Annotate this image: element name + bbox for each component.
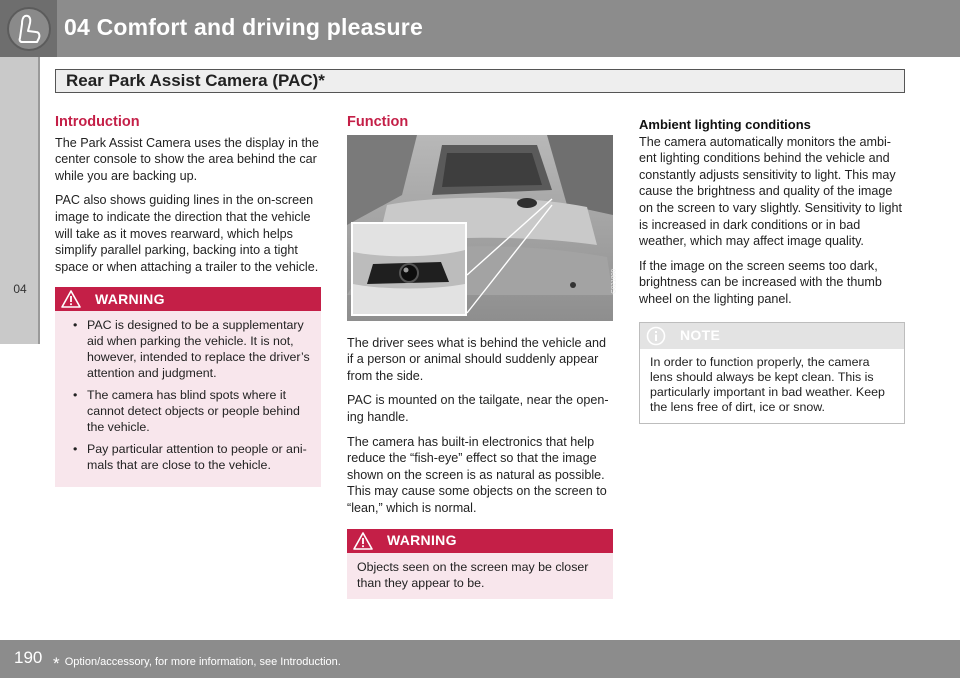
warning-header	[347, 529, 613, 553]
note-text: In order to function properly, the camera lens should always be kept clean. This is particularly important in bad weather. Keep the lens free of dirt, ice or snow.	[650, 354, 885, 414]
function-paragraph-2: PAC is mounted on the tailgate, near the open-ing handle.	[347, 393, 609, 424]
note-body	[640, 349, 904, 423]
note-box	[639, 322, 905, 424]
column-function	[347, 114, 618, 599]
chapter-side-tab-number: 04	[13, 282, 27, 296]
note-header	[640, 323, 904, 349]
warning-title: WARNING	[95, 291, 165, 308]
warning-box-supplementary	[55, 287, 321, 487]
warning-box-closer	[347, 529, 613, 599]
intro-paragraph-2: PAC also shows guiding lines in the on-screen image to indicate the direction that the vehicle will take as it moves rearward, which helps simplify parallel parking, backing into a tight space or when attaching a trailer to the vehicle.	[55, 193, 319, 274]
ambient-paragraph-1: The camera automatically monitors the ambi-ent lighting conditions behind the vehicle and constantly adjusts sensitivity to light. This may cause the brightness and quality of the image on the screen to vary slightly. Sensitivity to light is increased in dark conditions or in bad weather, which may affect image quality.	[639, 134, 902, 249]
function-paragraph-1: The driver sees what is behind the vehicle and if a person or animal should suddenly appear from the side.	[347, 335, 607, 383]
warning-header	[55, 287, 321, 311]
warning-list-item: • The camera has blind spots where it cannot detect objects or people behind the vehicle.	[65, 387, 311, 435]
warning-list	[65, 317, 311, 473]
column-ambient-lighting	[639, 114, 905, 424]
heading-introduction: Introduction	[55, 114, 140, 130]
chapter-header	[0, 0, 960, 57]
chapter-title: 04 Comfort and driving pleasure	[64, 14, 423, 40]
section-banner	[55, 69, 905, 93]
warning-body	[347, 553, 613, 599]
warning-title: WARNING	[387, 532, 457, 549]
footer-note-text: Option/accessory, for more information, see Introduction.	[64, 656, 341, 668]
warning-body	[55, 311, 321, 487]
camera-closeup-inset	[351, 222, 467, 316]
intro-paragraph-1: The Park Assist Camera uses the display in the center console to show the area behind the car while you are backing up.	[55, 135, 319, 183]
chapter-icon-box	[0, 0, 57, 57]
info-icon	[646, 326, 666, 346]
footer-note	[53, 654, 341, 674]
warning-triangle-icon	[61, 290, 81, 308]
footer-asterisk: *	[53, 654, 60, 673]
heading-function: Function	[347, 114, 409, 130]
warning-triangle-icon	[353, 532, 373, 550]
page-number: 190	[14, 648, 43, 667]
note-title: NOTE	[680, 327, 721, 344]
warning-list-item: • Pay particular attention to people or ani-mals that are close to the vehicle.	[65, 441, 311, 473]
warning-list-item: • PAC is designed to be a supplementary aid when parking the vehicle. It is not, however, intended to replace the driver’s attention and judgment.	[65, 317, 311, 381]
warning-text: Objects seen on the screen may be closer than they appear to be.	[357, 559, 589, 590]
ambient-paragraph-2: If the image on the screen seems too dark, brightness can be increased with the thumb wheel on the lighting panel.	[639, 258, 882, 306]
camera-location-photo	[347, 135, 618, 321]
page-footer	[0, 640, 960, 678]
image-code: G021800	[612, 268, 618, 294]
chapter-side-tab	[0, 57, 40, 344]
camera-lens-closeup	[353, 224, 465, 314]
function-paragraph-3: The camera has built-in electronics that help reduce the “fish-eye” effect so that the image shown on the screen is as natural as possible. This may cause some objects on the screen to “lean,” which is normal.	[347, 434, 607, 515]
seat-icon	[7, 7, 51, 51]
column-introduction	[55, 114, 321, 487]
heading-ambient-lighting: Ambient lighting conditions	[639, 117, 811, 132]
section-title: Rear Park Assist Camera (PAC)*	[66, 71, 325, 90]
